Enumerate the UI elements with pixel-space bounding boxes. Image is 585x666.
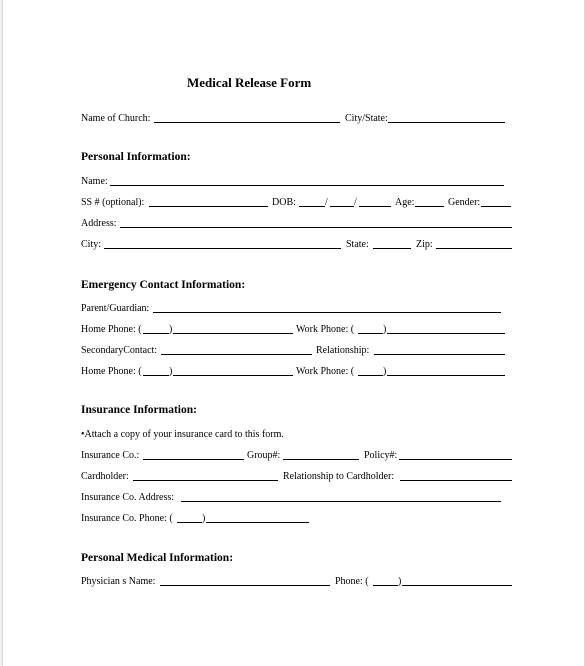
emergency-contact-heading: Emergency Contact Information: [81, 279, 246, 291]
physician-phone-field[interactable] [402, 585, 512, 586]
ss-label: SS # (optional): [81, 197, 145, 208]
cardholder-label: Cardholder: [81, 471, 129, 482]
insurance-address-label: Insurance Co. Address: [81, 492, 175, 503]
zip-field[interactable] [436, 248, 512, 249]
form-page [2, 0, 585, 666]
physician-name-field[interactable] [160, 585, 330, 586]
city-state-field[interactable] [388, 122, 505, 123]
dob-label: DOB: [272, 197, 296, 208]
physician-name-label: Physician s Name: [81, 576, 156, 587]
phone-close-paren: ) [383, 324, 387, 335]
ss-field[interactable] [149, 206, 268, 207]
city-state-label: City/State: [345, 113, 388, 124]
work-phone-area-field[interactable] [358, 375, 383, 376]
work-phone-field[interactable] [387, 333, 505, 334]
city-label: City: [81, 239, 102, 250]
parent-guardian-label: Parent/Guardian: [81, 303, 150, 314]
phone-close-paren: ) [383, 366, 387, 377]
home-phone-field[interactable] [173, 333, 293, 334]
work-phone-area-field[interactable] [358, 333, 383, 334]
phone-close-paren: ) [398, 576, 402, 587]
insurance-company-field[interactable] [143, 459, 244, 460]
home-phone-field[interactable] [173, 375, 293, 376]
insurance-phone-area-field[interactable] [177, 522, 202, 523]
church-label: Name of Church: [81, 113, 151, 124]
address-field[interactable] [120, 227, 512, 228]
dob-day-field[interactable] [330, 206, 354, 207]
phone-close-paren: ) [169, 366, 173, 377]
state-label: State: [346, 239, 369, 250]
dob-separator: / [354, 197, 357, 208]
secondary-contact-label: SecondaryContact: [81, 345, 158, 356]
church-field[interactable] [154, 122, 340, 123]
state-field[interactable] [373, 248, 411, 249]
medical-info-heading: Personal Medical Information: [81, 552, 234, 564]
policy-field[interactable] [399, 459, 512, 460]
gender-field[interactable] [481, 206, 511, 207]
phone-close-paren: ) [202, 513, 206, 524]
work-phone-label: Work Phone: ( [296, 324, 355, 335]
group-field[interactable] [283, 459, 359, 460]
personal-info-heading: Personal Information: [81, 151, 191, 163]
zip-label: Zip: [416, 239, 433, 250]
city-field[interactable] [104, 248, 341, 249]
home-phone-label: Home Phone: ( [81, 366, 142, 377]
address-label: Address: [81, 218, 117, 229]
dob-year-field[interactable] [359, 206, 391, 207]
phone-close-paren: ) [169, 324, 173, 335]
policy-label: Policy#: [364, 450, 398, 461]
insurance-company-label: Insurance Co.: [81, 450, 140, 461]
physician-phone-label: Phone: ( [335, 576, 369, 587]
dob-separator: / [325, 197, 328, 208]
group-label: Group#: [247, 450, 281, 461]
work-phone-label: Work Phone: ( [296, 366, 355, 377]
home-phone-area-field[interactable] [143, 333, 169, 334]
dob-month-field[interactable] [299, 206, 325, 207]
age-label: Age: [395, 197, 415, 208]
work-phone-field[interactable] [387, 375, 505, 376]
home-phone-label: Home Phone: ( [81, 324, 142, 335]
secondary-contact-field[interactable] [161, 354, 312, 355]
insurance-address-field[interactable] [181, 501, 501, 502]
cardholder-field[interactable] [133, 480, 278, 481]
name-field[interactable] [110, 185, 504, 186]
relationship-label: Relationship: [316, 345, 370, 356]
parent-guardian-field[interactable] [153, 312, 501, 313]
relationship-field[interactable] [374, 354, 505, 355]
home-phone-area-field[interactable] [143, 375, 169, 376]
insurance-info-heading: Insurance Information: [81, 404, 197, 416]
age-field[interactable] [415, 206, 444, 207]
insurance-card-note: •Attach a copy of your insurance card to this form. [81, 429, 284, 440]
physician-phone-area-field[interactable] [373, 585, 398, 586]
insurance-phone-label: Insurance Co. Phone: ( [81, 513, 173, 524]
form-title: Medical Release Form [187, 75, 312, 90]
insurance-phone-field[interactable] [206, 522, 309, 523]
name-label: Name: [81, 176, 108, 187]
relationship-to-cardholder-label: Relationship to Cardholder: [283, 471, 395, 482]
gender-label: Gender: [448, 197, 481, 208]
relationship-to-cardholder-field[interactable] [400, 480, 512, 481]
